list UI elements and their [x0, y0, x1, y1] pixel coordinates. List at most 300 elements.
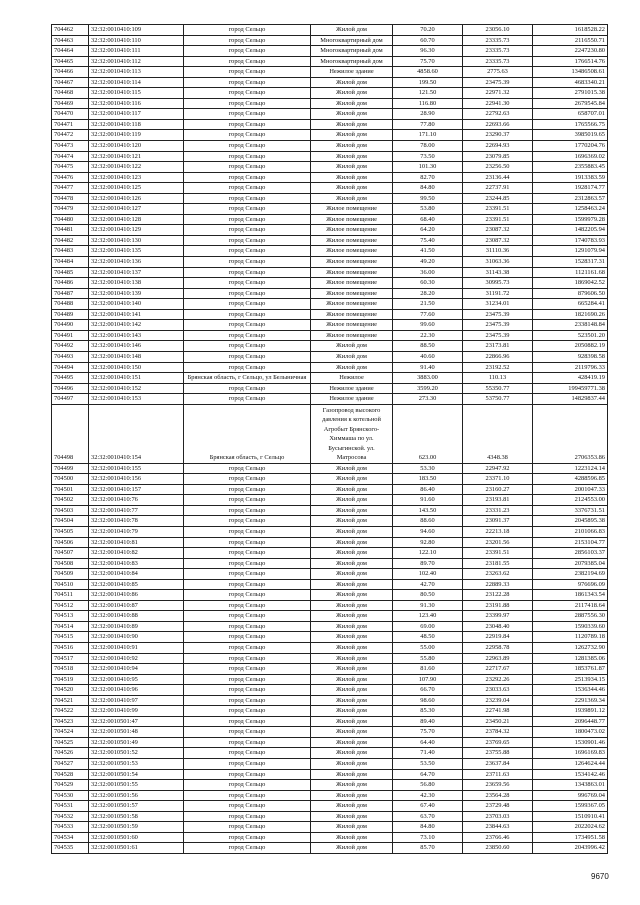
- cell-object-name: Жилой дом: [311, 569, 393, 580]
- cell-address: город Сельцо: [184, 832, 311, 843]
- cell-row-number: 704506: [52, 537, 89, 548]
- cell-specific-value: 23173.81: [463, 341, 533, 352]
- cell-object-name: Жилое помещение: [311, 246, 393, 257]
- cell-object-name: Жилой дом: [311, 621, 393, 632]
- cell-cadastral-number: 32:32:0010410:157: [89, 484, 184, 495]
- cell-cadastral-number: 32:32:0010410:137: [89, 267, 184, 278]
- cell-area: 101.30: [393, 162, 463, 173]
- cell-cadastral-number: 32:32:0010410:140: [89, 299, 184, 310]
- table-row: [52, 463, 608, 474]
- cell-address: город Сельцо: [184, 46, 311, 57]
- cell-cadastral-number: 32:32:0010410:155: [89, 463, 184, 474]
- cell-area: 71.40: [393, 748, 463, 759]
- cell-address: город Сельцо: [184, 537, 311, 548]
- cell-specific-value: 23564.28: [463, 790, 533, 801]
- cell-cadastral-number: 32:32:0010410:126: [89, 193, 184, 204]
- cell-address: город Сельцо: [184, 811, 311, 822]
- cell-object-name: Жилой дом: [311, 130, 393, 141]
- cell-cadastral-number: 32:32:0010410:129: [89, 225, 184, 236]
- table-row: [52, 404, 608, 463]
- cell-object-name: Жилой дом: [311, 832, 393, 843]
- cell-row-number: 704534: [52, 832, 89, 843]
- cell-address: Брянская область, г Сельцо: [184, 404, 311, 463]
- table-row: [52, 484, 608, 495]
- cell-area: 91.30: [393, 600, 463, 611]
- cell-cadastral-value: 1869042.52: [533, 278, 608, 289]
- cell-cadastral-number: 32:32:0010501:52: [89, 748, 184, 759]
- cell-specific-value: 22919.84: [463, 632, 533, 643]
- cell-area: 21.50: [393, 299, 463, 310]
- cell-object-name: Жилой дом: [311, 341, 393, 352]
- cell-cadastral-value: 2706353.86: [533, 404, 608, 463]
- cell-area: 75.70: [393, 727, 463, 738]
- cell-row-number: 704471: [52, 119, 89, 130]
- cell-area: 63.70: [393, 811, 463, 822]
- cell-object-name: Газопровод высокого давления к котельной Агробыт Брянского-Химмаша по ул. Бусыгинской. ул. Матросова: [311, 404, 393, 463]
- cell-specific-value: 23391.51: [463, 214, 533, 225]
- cell-address: город Сельцо: [184, 653, 311, 664]
- cell-cadastral-number: 32:32:0010410:121: [89, 151, 184, 162]
- cell-row-number: 704495: [52, 373, 89, 384]
- cell-object-name: Жилой дом: [311, 516, 393, 527]
- cell-cadastral-number: 32:32:0010410:111: [89, 46, 184, 57]
- cell-object-name: Жилой дом: [311, 172, 393, 183]
- cell-row-number: 704491: [52, 330, 89, 341]
- table-body: [52, 25, 608, 854]
- cell-object-name: Жилой дом: [311, 474, 393, 485]
- table-row: [52, 309, 608, 320]
- cell-cadastral-value: 523501.20: [533, 330, 608, 341]
- cell-object-name: Жилое помещение: [311, 235, 393, 246]
- cell-cadastral-number: 32:32:0010501:49: [89, 737, 184, 748]
- cell-row-number: 704526: [52, 748, 89, 759]
- cell-area: 99.50: [393, 193, 463, 204]
- cell-cadastral-value: 14829837.44: [533, 394, 608, 405]
- cell-specific-value: 23659.56: [463, 780, 533, 791]
- cell-cadastral-number: 32:32:0010410:76: [89, 495, 184, 506]
- cell-area: 68.40: [393, 214, 463, 225]
- cell-cadastral-number: 32:32:0010410:88: [89, 611, 184, 622]
- cell-row-number: 704485: [52, 267, 89, 278]
- table-row: [52, 843, 608, 854]
- cell-object-name: Жилой дом: [311, 109, 393, 120]
- cell-specific-value: 23263.62: [463, 569, 533, 580]
- cell-specific-value: 30995.73: [463, 278, 533, 289]
- cell-address: город Сельцо: [184, 474, 311, 485]
- cell-address: город Сельцо: [184, 351, 311, 362]
- cell-area: 623.00: [393, 404, 463, 463]
- cell-cadastral-value: 1861343.54: [533, 590, 608, 601]
- cell-row-number: 704462: [52, 25, 89, 36]
- cell-address: город Сельцо: [184, 801, 311, 812]
- cell-row-number: 704512: [52, 600, 89, 611]
- table-row: [52, 526, 608, 537]
- cell-object-name: Жилой дом: [311, 685, 393, 696]
- cell-specific-value: 23091.37: [463, 516, 533, 527]
- cell-specific-value: 23784.32: [463, 727, 533, 738]
- cell-address: город Сельцо: [184, 204, 311, 215]
- cell-address: город Сельцо: [184, 600, 311, 611]
- cell-row-number: 704513: [52, 611, 89, 622]
- cell-cadastral-value: 1510910.41: [533, 811, 608, 822]
- cell-row-number: 704507: [52, 548, 89, 559]
- cell-specific-value: 22971.32: [463, 88, 533, 99]
- table-row: [52, 267, 608, 278]
- cell-specific-value: 23391.51: [463, 204, 533, 215]
- cell-row-number: 704468: [52, 88, 89, 99]
- cell-cadastral-value: 3985019.65: [533, 130, 608, 141]
- cell-address: город Сельцо: [184, 822, 311, 833]
- table-row: [52, 351, 608, 362]
- table-row: [52, 394, 608, 405]
- cell-specific-value: 23087.32: [463, 225, 533, 236]
- table-row: [52, 474, 608, 485]
- cell-cadastral-value: 2291369.34: [533, 695, 608, 706]
- cell-address: город Сельцо: [184, 77, 311, 88]
- cell-area: 94.60: [393, 526, 463, 537]
- cell-object-name: Нежилое здание: [311, 67, 393, 78]
- cell-cadastral-value: 1482205.94: [533, 225, 608, 236]
- cell-cadastral-number: 32:32:0010410:142: [89, 320, 184, 331]
- cell-object-name: Жилой дом: [311, 790, 393, 801]
- cell-cadastral-number: 32:32:0010501:56: [89, 790, 184, 801]
- cell-specific-value: 31234.01: [463, 299, 533, 310]
- cell-object-name: Жилой дом: [311, 843, 393, 854]
- cell-cadastral-value: 2513934.15: [533, 674, 608, 685]
- cell-specific-value: 22958.78: [463, 642, 533, 653]
- cell-address: город Сельцо: [184, 172, 311, 183]
- cell-specific-value: 31063.36: [463, 257, 533, 268]
- cell-specific-value: 22963.89: [463, 653, 533, 664]
- table-row: [52, 330, 608, 341]
- cell-specific-value: 23079.85: [463, 151, 533, 162]
- cell-cadastral-number: 32:32:0010410:112: [89, 56, 184, 67]
- cell-address: город Сельцо: [184, 727, 311, 738]
- cell-area: 143.50: [393, 505, 463, 516]
- cell-area: 89.40: [393, 716, 463, 727]
- cell-object-name: Жилой дом: [311, 548, 393, 559]
- table-row: [52, 537, 608, 548]
- cell-cadastral-number: 32:32:0010410:117: [89, 109, 184, 120]
- cell-row-number: 704465: [52, 56, 89, 67]
- cell-cadastral-number: 32:32:0010410:120: [89, 141, 184, 152]
- table-row: [52, 579, 608, 590]
- cell-cadastral-number: 32:32:0010410:130: [89, 235, 184, 246]
- table-row: [52, 727, 608, 738]
- cell-object-name: Жилой дом: [311, 769, 393, 780]
- cell-address: город Сельцо: [184, 193, 311, 204]
- cell-cadastral-value: 2355883.45: [533, 162, 608, 173]
- cell-object-name: Жилой дом: [311, 811, 393, 822]
- cell-area: 67.40: [393, 801, 463, 812]
- cell-object-name: Жилой дом: [311, 579, 393, 590]
- cell-row-number: 704504: [52, 516, 89, 527]
- table-row: [52, 141, 608, 152]
- cell-address: город Сельцо: [184, 235, 311, 246]
- cell-cadastral-value: 2001047.33: [533, 484, 608, 495]
- cell-object-name: Жилой дом: [311, 822, 393, 833]
- cell-area: 85.30: [393, 706, 463, 717]
- cell-object-name: Многоквартирный дом: [311, 56, 393, 67]
- cell-address: город Сельцо: [184, 642, 311, 653]
- table-row: [52, 204, 608, 215]
- cell-specific-value: 23331.23: [463, 505, 533, 516]
- table-row: [52, 183, 608, 194]
- cell-row-number: 704474: [52, 151, 89, 162]
- cell-area: 102.40: [393, 569, 463, 580]
- cell-row-number: 704494: [52, 362, 89, 373]
- cell-cadastral-number: 32:32:0010410:86: [89, 590, 184, 601]
- cell-address: город Сельцо: [184, 341, 311, 352]
- cell-cadastral-value: 2382194.69: [533, 569, 608, 580]
- cell-object-name: Жилой дом: [311, 77, 393, 88]
- cell-area: 53.80: [393, 204, 463, 215]
- cell-object-name: Многоквартирный дом: [311, 35, 393, 46]
- cell-row-number: 704530: [52, 790, 89, 801]
- cell-address: город Сельцо: [184, 706, 311, 717]
- registry-table: [51, 24, 608, 854]
- cell-cadastral-value: 2117418.64: [533, 600, 608, 611]
- cell-cadastral-number: 32:32:0010410:146: [89, 341, 184, 352]
- cell-cadastral-number: 32:32:0010410:150: [89, 362, 184, 373]
- cell-cadastral-value: 1120789.18: [533, 632, 608, 643]
- cell-row-number: 704486: [52, 278, 89, 289]
- cell-cadastral-value: 2116550.71: [533, 35, 608, 46]
- cell-cadastral-number: 32:32:0010410:92: [89, 653, 184, 664]
- cell-area: 88.60: [393, 516, 463, 527]
- cell-cadastral-number: 32:32:0010410:151: [89, 373, 184, 384]
- cell-cadastral-value: 665284.41: [533, 299, 608, 310]
- table-row: [52, 653, 608, 664]
- cell-area: 85.70: [393, 843, 463, 854]
- cell-area: 84.80: [393, 822, 463, 833]
- table-row: [52, 193, 608, 204]
- cell-specific-value: 23191.88: [463, 600, 533, 611]
- cell-object-name: Жилое помещение: [311, 288, 393, 299]
- cell-area: 86.40: [393, 484, 463, 495]
- cell-cadastral-value: 1770204.76: [533, 141, 608, 152]
- table-row: [52, 801, 608, 812]
- cell-specific-value: 23475.39: [463, 330, 533, 341]
- cell-object-name: Жилое помещение: [311, 299, 393, 310]
- cell-cadastral-value: 2101066.83: [533, 526, 608, 537]
- cell-object-name: Жилой дом: [311, 695, 393, 706]
- cell-area: 60.30: [393, 278, 463, 289]
- cell-cadastral-number: 32:32:0010410:127: [89, 204, 184, 215]
- cell-area: 91.60: [393, 495, 463, 506]
- cell-cadastral-number: 32:32:0010501:55: [89, 780, 184, 791]
- cell-cadastral-number: 32:32:0010501:59: [89, 822, 184, 833]
- cell-cadastral-number: 32:32:0010501:53: [89, 759, 184, 770]
- cell-area: 55.00: [393, 642, 463, 653]
- cell-cadastral-value: 1821690.26: [533, 309, 608, 320]
- table-row: [52, 780, 608, 791]
- cell-cadastral-number: 32:32:0010410:91: [89, 642, 184, 653]
- cell-address: город Сельцо: [184, 790, 311, 801]
- cell-specific-value: 23033.63: [463, 685, 533, 696]
- cell-area: 77.80: [393, 119, 463, 130]
- cell-cadastral-number: 32:32:0010410:141: [89, 309, 184, 320]
- table-row: [52, 569, 608, 580]
- cell-specific-value: 31110.36: [463, 246, 533, 257]
- cell-address: город Сельцо: [184, 674, 311, 685]
- cell-cadastral-value: 1590339.60: [533, 621, 608, 632]
- cell-row-number: 704466: [52, 67, 89, 78]
- cell-specific-value: 23087.32: [463, 235, 533, 246]
- cell-row-number: 704464: [52, 46, 89, 57]
- table-row: [52, 748, 608, 759]
- cell-specific-value: 23136.44: [463, 172, 533, 183]
- cell-address: город Сельцо: [184, 548, 311, 559]
- cell-object-name: Жилой дом: [311, 351, 393, 362]
- table-row: [52, 685, 608, 696]
- cell-cadastral-number: 32:32:0010410:139: [89, 288, 184, 299]
- cell-cadastral-value: 1765566.75: [533, 119, 608, 130]
- cell-cadastral-value: 1939891.12: [533, 706, 608, 717]
- cell-object-name: Жилое помещение: [311, 257, 393, 268]
- cell-cadastral-value: 1223124.14: [533, 463, 608, 474]
- cell-address: город Сельцо: [184, 463, 311, 474]
- cell-cadastral-value: 1800473.02: [533, 727, 608, 738]
- cell-object-name: Жилой дом: [311, 183, 393, 194]
- table-row: [52, 695, 608, 706]
- cell-object-name: Жилой дом: [311, 463, 393, 474]
- cell-object-name: Жилое помещение: [311, 320, 393, 331]
- cell-area: 91.40: [393, 362, 463, 373]
- cell-row-number: 704509: [52, 569, 89, 580]
- cell-area: 56.80: [393, 780, 463, 791]
- cell-area: 73.50: [393, 151, 463, 162]
- table-row: [52, 130, 608, 141]
- cell-cadastral-number: 32:32:0010410:90: [89, 632, 184, 643]
- cell-row-number: 704469: [52, 98, 89, 109]
- cell-object-name: Жилой дом: [311, 737, 393, 748]
- table-row: [52, 664, 608, 675]
- cell-area: 55.80: [393, 653, 463, 664]
- cell-cadastral-number: 32:32:0010410:118: [89, 119, 184, 130]
- cell-cadastral-value: 1343863.01: [533, 780, 608, 791]
- cell-cadastral-number: 32:32:0010501:58: [89, 811, 184, 822]
- cell-object-name: Нежилое здание: [311, 383, 393, 394]
- cell-object-name: Жилой дом: [311, 748, 393, 759]
- cell-cadastral-value: 1534142.46: [533, 769, 608, 780]
- cell-address: город Сельцо: [184, 35, 311, 46]
- table-row: [52, 811, 608, 822]
- cell-specific-value: 23056.10: [463, 25, 533, 36]
- cell-cadastral-number: 32:32:0010410:122: [89, 162, 184, 173]
- cell-row-number: 704503: [52, 505, 89, 516]
- cell-cadastral-number: 32:32:0010410:115: [89, 88, 184, 99]
- cell-row-number: 704489: [52, 309, 89, 320]
- cell-cadastral-number: 32:32:0010501:60: [89, 832, 184, 843]
- cell-row-number: 704524: [52, 727, 89, 738]
- cell-specific-value: 23181.55: [463, 558, 533, 569]
- table-row: [52, 674, 608, 685]
- cell-object-name: Жилой дом: [311, 674, 393, 685]
- cell-cadastral-value: 2679545.84: [533, 98, 608, 109]
- table-row: [52, 77, 608, 88]
- cell-area: 99.60: [393, 320, 463, 331]
- cell-address: город Сельцо: [184, 330, 311, 341]
- cell-area: 41.50: [393, 246, 463, 257]
- cell-area: 69.00: [393, 621, 463, 632]
- cell-cadastral-number: 32:32:0010501:54: [89, 769, 184, 780]
- cell-area: 122.10: [393, 548, 463, 559]
- cell-cadastral-value: 2856103.37: [533, 548, 608, 559]
- cell-row-number: 704479: [52, 204, 89, 215]
- cell-cadastral-number: 32:32:0010410:136: [89, 257, 184, 268]
- cell-object-name: Жилое помещение: [311, 214, 393, 225]
- cell-specific-value: 23399.97: [463, 611, 533, 622]
- cell-row-number: 704535: [52, 843, 89, 854]
- cell-row-number: 704493: [52, 351, 89, 362]
- table-row: [52, 716, 608, 727]
- table-row: [52, 373, 608, 384]
- cell-row-number: 704528: [52, 769, 89, 780]
- cell-cadastral-number: 32:32:0010410:85: [89, 579, 184, 590]
- cell-row-number: 704519: [52, 674, 89, 685]
- cell-cadastral-value: 2153104.77: [533, 537, 608, 548]
- cell-specific-value: 23850.60: [463, 843, 533, 854]
- table-row: [52, 706, 608, 717]
- cell-object-name: Нежилое: [311, 373, 393, 384]
- cell-area: 88.50: [393, 341, 463, 352]
- cell-cadastral-value: 2079385.04: [533, 558, 608, 569]
- cell-address: город Сельцо: [184, 288, 311, 299]
- table-row: [52, 172, 608, 183]
- cell-cadastral-value: 2124553.00: [533, 495, 608, 506]
- cell-cadastral-number: 32:32:0010410:135: [89, 246, 184, 257]
- table-row: [52, 278, 608, 289]
- table-row: [52, 35, 608, 46]
- cell-row-number: 704501: [52, 484, 89, 495]
- cell-cadastral-number: 32:32:0010410:83: [89, 558, 184, 569]
- cell-area: 73.10: [393, 832, 463, 843]
- cell-address: город Сельцо: [184, 780, 311, 791]
- cell-specific-value: 22866.96: [463, 351, 533, 362]
- cell-specific-value: 23239.04: [463, 695, 533, 706]
- cell-address: город Сельцо: [184, 495, 311, 506]
- cell-cadastral-number: 32:32:0010410:156: [89, 474, 184, 485]
- cell-area: 22.30: [393, 330, 463, 341]
- cell-row-number: 704481: [52, 225, 89, 236]
- cell-area: 64.20: [393, 225, 463, 236]
- table-row: [52, 225, 608, 236]
- cell-address: город Сельцо: [184, 309, 311, 320]
- table-row: [52, 790, 608, 801]
- cell-area: 98.60: [393, 695, 463, 706]
- table-row: [52, 759, 608, 770]
- cell-row-number: 704498: [52, 404, 89, 463]
- cell-object-name: Жилой дом: [311, 141, 393, 152]
- cell-specific-value: 23729.48: [463, 801, 533, 812]
- cell-row-number: 704473: [52, 141, 89, 152]
- cell-object-name: Жилой дом: [311, 801, 393, 812]
- cell-cadastral-value: 428419.19: [533, 373, 608, 384]
- cell-address: город Сельцо: [184, 267, 311, 278]
- cell-row-number: 704527: [52, 759, 89, 770]
- cell-row-number: 704508: [52, 558, 89, 569]
- cell-address: город Сельцо: [184, 130, 311, 141]
- cell-area: 273.30: [393, 394, 463, 405]
- cell-specific-value: 22717.67: [463, 664, 533, 675]
- cell-area: 70.20: [393, 25, 463, 36]
- table-row: [52, 88, 608, 99]
- cell-object-name: Жилой дом: [311, 558, 393, 569]
- cell-address: город Сельцо: [184, 843, 311, 854]
- cell-specific-value: 23193.81: [463, 495, 533, 506]
- cell-row-number: 704517: [52, 653, 89, 664]
